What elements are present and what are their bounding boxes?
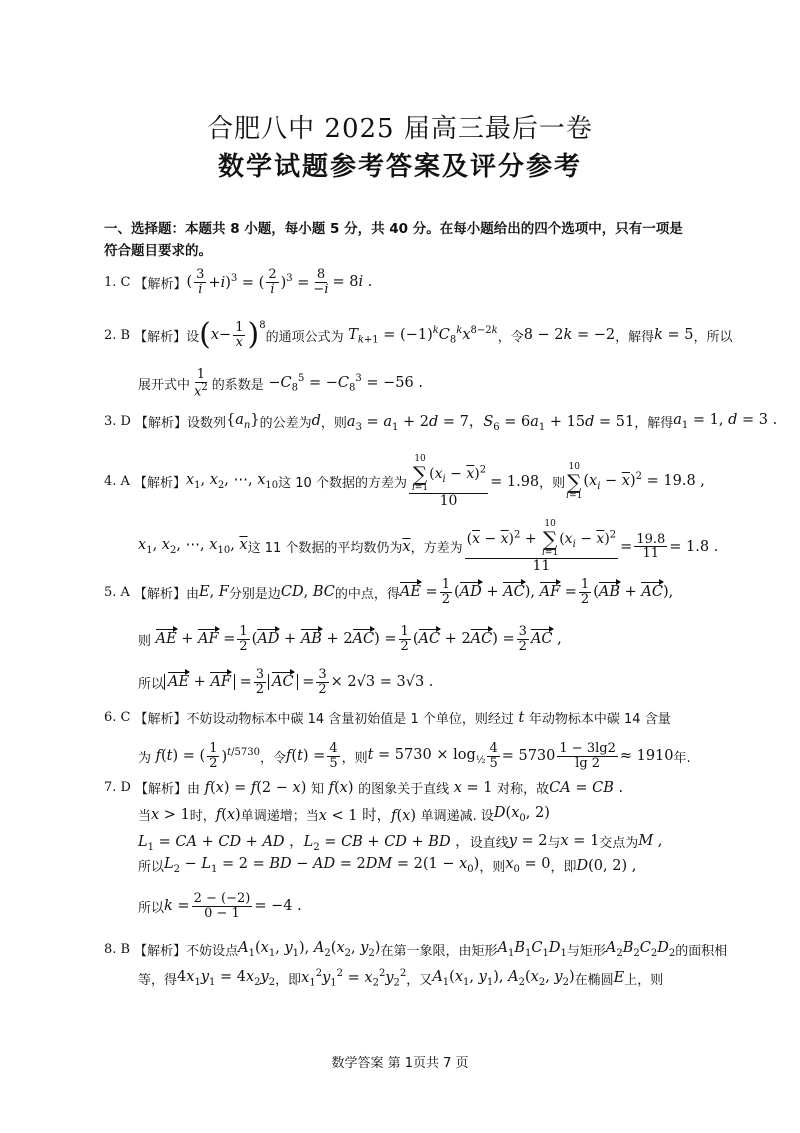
answer-label: 6. C: [104, 710, 131, 725]
answer-5-cont2: 所以 AE + AF = $\frac{3}{2}$ AC = $\frac{3}{2}$ × 2√3 = 3√3 .: [138, 667, 434, 697]
answer-2-cont: 展开式中 $\frac{1}{x^2}$ 的系数是 $-C_8^5 = -C_8^3 = -56$ .: [138, 367, 423, 399]
answer-5: 5. A 【解析】 由 E, F 分别是边 CD, BC 的中点，得 AE = $\frac{1}{2}$ (AD + AC), AF = $\frac{1}{2}$ (AB + AC),: [104, 577, 674, 607]
answer-label: 3. D: [104, 413, 131, 429]
text: 不妨设动物标本中碳 14 含量初始值是 1 个单位，则经过: [186, 712, 514, 727]
text: ，方差为: [410, 541, 463, 557]
analysis-tag: 【解析】: [134, 782, 187, 797]
text: 年.: [673, 750, 691, 766]
text: 展开式中: [138, 377, 191, 393]
text: ，解得: [615, 329, 655, 345]
text: 所以: [138, 900, 165, 916]
answer-7-line4: 所以 $L_2 - L_1 = 2$ = BD − AD = $2DM = 2(1 - x_0)$ ，则 $x_0 = 0$ ，即 D(0, 2) ,: [138, 856, 637, 875]
text: 单调递增；当: [240, 809, 319, 824]
text: 的面积相: [675, 944, 728, 959]
text: ，令: [260, 750, 287, 766]
analysis-tag: 【解析】: [133, 586, 186, 602]
answer-label: 7. D: [104, 780, 131, 795]
text: 设: [186, 329, 200, 345]
text: 这 10 个数据的方差为: [278, 476, 407, 492]
text: 这 11 个数据的平均数仍为: [247, 541, 403, 557]
answer-label: 5. A: [104, 584, 130, 600]
answer-label: 8. B: [104, 942, 131, 957]
answer-4-cont: $x_1$, $x_2$, ⋯, $x_{10}$, $\overline{x}$ 这 11 个数据的平均数仍为 $\overline{x}$ ，方差为 $(\overline{x} - \overline{x})^2$ + 10 ∑ i=1 $(x_i - \overline{x})^2$ 11 = $\frac{19.8}{11}$ = 1.8 .: [138, 519, 719, 574]
answer-2: 2. B 【解析】 设 ( x − $\frac{1}{x}$ ) $^8$ 的通项公式为 $T_{k+1} = (-1)^kC_8^kx^{8-2k}$ ，令 8 − 2k = −2 ，解得 k = 5 ，所以: [104, 317, 733, 352]
answer-3: 3. D 【解析】 设数列 $\{a_n\}$ 的公差为 d ，则 $a_3 = a_1 + 2d = 7$，$S_6 = 6a_1 + 15d = 51$ ，解得 $a_1 = 1$, d = 3 .: [104, 412, 778, 433]
text: 分别是边: [228, 586, 281, 602]
text: 则: [138, 633, 152, 649]
text: 的系数是: [211, 377, 264, 393]
text: 知: [310, 782, 324, 797]
analysis-tag: 【解析】: [133, 476, 186, 492]
text: 上，则: [624, 972, 664, 988]
text: 交点为: [599, 835, 639, 851]
text: 为: [138, 750, 152, 766]
text: 与: [547, 835, 561, 851]
text: ，即: [275, 972, 302, 988]
analysis-tag: 【解析】: [134, 329, 187, 345]
answer-8: 8. B 【解析】 不妨设点 $A_1(x_1$, $y_1$), $A_2(x_2$, $y_2$) 在第一象限，由矩形 $A_1B_1C_1D_1$ 与矩形 $A_2B_2C_2D_2$ 的面积相: [104, 940, 728, 959]
answer-6: 6. C 【解析】 不妨设动物标本中碳 14 含量初始值是 1 个单位，则经过 t 年动物标本中碳 14 含量: [104, 709, 671, 727]
page-footer: 数学答案 第 1页共 7 页: [331, 1056, 469, 1071]
page-subtitle: 数学试题参考答案及评分参考: [217, 152, 582, 182]
text: 所以: [138, 676, 165, 692]
answer-6-cont: 为 f(t) = ( $\frac{1}{2}$ )$^{t/5730}$ ，令 f(t) = $\frac{4}{5}$ ，则 $t = 5730 \times \log_{\frac{1}{2}}$ $\frac{4}{5}$ = 5730 $\frac{1 - 3\lg 2}{\lg 2}$ ≈ 1910 年.: [138, 741, 691, 771]
text: 所以: [138, 860, 165, 875]
text: ，令: [497, 329, 524, 345]
answer-label: 1. C: [104, 274, 131, 290]
answer-7-line2: 当 x > 1 时， f(x) 单调递增；当 x < 1 时，f(x) 单调递减. 设 $D(x_0$, 2): [138, 805, 550, 824]
text: ，所以: [693, 329, 733, 345]
text: 与矩形: [566, 944, 606, 959]
analysis-tag: 【解析】: [134, 415, 187, 431]
text: ，则: [341, 750, 368, 766]
analysis-tag: 【解析】: [134, 944, 187, 959]
page-title: 合肥八中 2025 届高三最后一卷: [207, 114, 593, 144]
text: ，则: [320, 415, 347, 431]
text: 由: [185, 586, 199, 602]
answer-5-cont: 则 AE + AF = $\frac{1}{2}$ (AD + AB + 2AC) = $\frac{1}{2}$ (AC + 2AC) = $\frac{3}{2}$ AC ,: [138, 624, 562, 654]
text: ，则: [539, 476, 566, 492]
text: ，又: [406, 972, 433, 988]
text: 年动物标本中碳 14 含量: [528, 712, 671, 727]
text: 在椭圆: [574, 972, 614, 988]
text: ，则: [479, 860, 506, 875]
answer-label: 4. A: [104, 474, 130, 490]
text: 不妨设点: [186, 944, 239, 959]
text: 设数列: [186, 415, 226, 431]
text: ，解得: [634, 415, 674, 431]
text: 对称，故: [497, 782, 550, 797]
text: 时，: [189, 809, 216, 824]
analysis-tag: 【解析】: [134, 276, 187, 292]
text: 单调递减. 设: [420, 809, 494, 824]
answer-7-line5: 所以 k = $\frac{2 - (-2)}{0 - 1}$ = −4 .: [138, 891, 302, 921]
section-heading: 一、选择题：本题共 8 小题，每小题 5 分，共 40 分。在每小题给出的四个选项中，只有一项是符合题目要求的。: [104, 221, 683, 259]
text: 的通项公式为: [265, 329, 344, 345]
text: 的图象关于直线: [358, 782, 450, 797]
text: 设直线: [469, 835, 509, 851]
text: 由: [186, 782, 200, 797]
text: 当: [138, 809, 152, 824]
answer-8-cont: 等，得 $4x_1y_1 = 4x_2y_2$ ，即 $x_1^2y_1^2 = x_2^2y_2^2$ ，又 $A_1(x_1$, $y_1$), $A_2(x_2$, $y_2$) 在椭圆 E 上，则: [138, 968, 664, 989]
text: 等，得: [138, 972, 178, 988]
text: 在第一象限，由矩形: [380, 944, 498, 959]
text: 的中点，得: [334, 586, 400, 602]
answer-label: 2. B: [104, 327, 131, 343]
answer-1: 1. C 【解析】 ( $\frac{3}{i}$ +i)$^3$ = ( $\frac{2}{i}$ )$^3$ = $\frac{8}{-i}$ = 8i .: [104, 267, 373, 297]
answer-7-line3: $L_1$ = CA + CD + AD ，$L_2$ = CB + CD + BD ， 设直线 y = 2 与 x = 1 交点为 M ,: [138, 833, 663, 853]
text: 的公差为: [259, 415, 312, 431]
text: ，即: [550, 860, 577, 875]
analysis-tag: 【解析】: [134, 712, 187, 727]
answer-4: 4. A 【解析】 $x_1$, $x_2$, ⋯, $x_{10}$ 这 10 个数据的方差为 10 ∑ i=1 $(x_i - \overline{x})^2$ 10 = 1.98 ，则 10 ∑ i=1 $(x_i - \overline{x})^2 = 19.8$ ,: [104, 454, 705, 509]
answer-7: 7. D 【解析】 由 f(x) = f(2 − x) 知 f(x) 的图象关于直线 x = 1 对称，故 CA = CB .: [104, 779, 624, 797]
